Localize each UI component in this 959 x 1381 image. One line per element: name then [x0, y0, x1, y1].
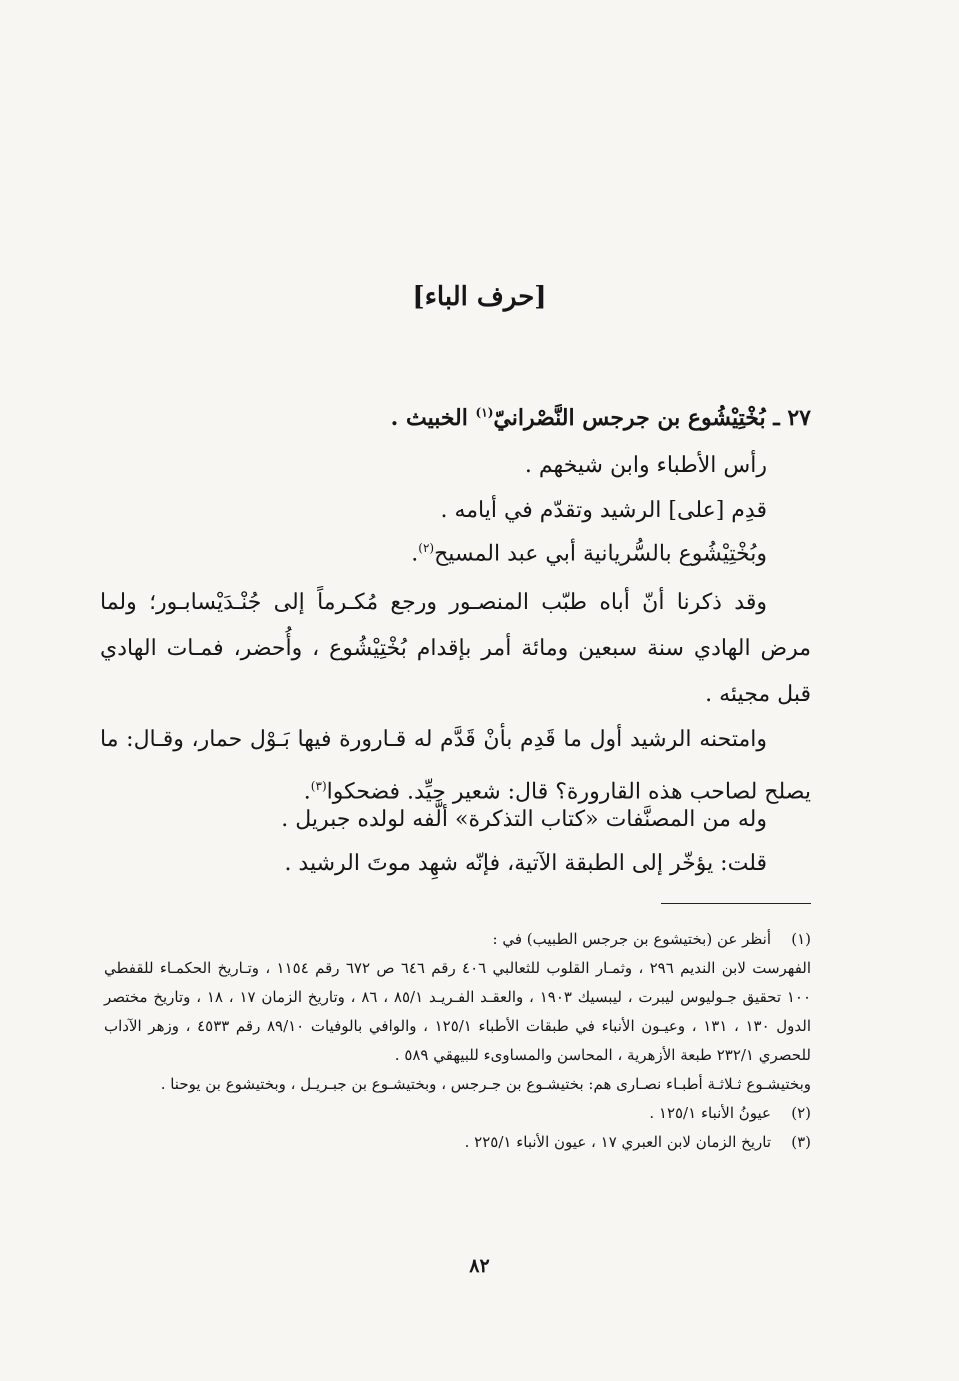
footnote-2-text: عيونُ الأنباء ١٢٥/١ . [649, 1104, 771, 1122]
entry-number: ٢٧ ـ [773, 405, 811, 431]
entry-line-5: قلت: يؤخّر إلى الطبقة الآتية، فإنّه شهِد موتَ الرشيد . [284, 851, 767, 876]
section-heading: [حرف الباء] [412, 282, 547, 312]
entry-line-3-tail: . [411, 541, 419, 567]
entry-title-line [391, 405, 811, 431]
entry-line-2: قدِم [على] الرشيد وتقدّم في أيامه . [440, 498, 767, 523]
entry-line-4: وله من المصنَّفات «كتاب التذكرة» ألَّفه لولده جبريل . [281, 807, 767, 832]
footnote-1-sources: الفهرست لابن النديم ٢٩٦ ، وثمـار القلوب للثعالبي ٤٠٦ رقم ٦٤٦ ص ٦٧٢ رقم ١١٥٤ ، وتـاريخ الحكمـاء للقفطي ١٠٠ تحقيق جـوليوس ليبرت ، ليبسيك ١٩٠٣ ، والعقـد الفـريـد ٨٥/١ ، ٨٦ ، وتاريخ الزمان ١٧ ، ١٨ ، وتاريخ مختصر الدول ١٣٠ ، ١٣١ ، وعيـون الأنباء في طبقات الأطباء ١٢٥/١ ، والوافي بالوفيات ٨٩/١٠ رقم ٤٥٣٣ ، وزهر الآداب للحصري ٢٣٢/١ طبعة الأزهرية ، المحاسن والمساوىء للبيهقي ٥٨٩ . [104, 959, 812, 1064]
footnote-1-body [104, 954, 811, 1099]
footnote-3-text: تاريخ الزمان لابن العبري ١٧ ، عيون الأنباء ٢٢٥/١ . [464, 1133, 771, 1151]
entry-line-1: رأس الأطباء وابن شيخهم . [524, 453, 767, 478]
footnote-1-note: وبختيشـوع ثـلاثـة أطبـاء نصـارى هم: بختيشـوع بن جـرجس ، وبختيشـوع بن جبـريـل ، وبختيشوع بن يوحنا . [160, 1075, 811, 1093]
footnotes [104, 925, 811, 1157]
paragraph-2 [100, 717, 811, 815]
footnote-1-number: (١) [791, 930, 811, 948]
paragraph-1: وقد ذكرنا أنّ أباه طبّب المنصـور ورجع مُكـرماً إلى جُنْـدَيْسابـور؛ ولما مرض الهادي سنة سبعين ومائة أمر بإقدام بُخْتِيْشُوع ، وأُحضر، فمـات الهادي قبل مجيئه . [100, 590, 811, 707]
entry-line-3-text: وبُخْتِيْشُوع بالسُّريانية أبي عبد المسيح [434, 541, 767, 567]
footnote-ref-3[interactable]: (٣) [310, 779, 327, 793]
entry-title: بُخْتِيْشُوع بن جرجس النَّصْرانيّ [493, 405, 766, 431]
footnote-ref-2[interactable]: (٢) [418, 541, 435, 555]
footnote-2-number: (٢) [791, 1104, 811, 1122]
entry-line-3 [411, 541, 767, 566]
footnote-3-number: (٣) [791, 1133, 811, 1151]
footnote-1 [104, 925, 811, 954]
footnote-3 [104, 1128, 811, 1157]
footnote-2 [104, 1099, 811, 1128]
footnote-ref-1[interactable]: (١) [475, 405, 494, 420]
footnote-separator [661, 903, 811, 904]
paragraph-2-tail: . [303, 779, 311, 805]
page-number: ٨٢ [469, 1255, 490, 1277]
footnote-1-intro: أنظر عن (بختيشوع بن جرجس الطبيب) في : [492, 930, 771, 948]
paragraph-2-text: وامتحنه الرشيد أول ما قَدِم بأنْ قَدَّم له قـارورة فيها بَـوْل حمار، وقـال: ما يصلح لصاحب هذه القارورة؟ قال: شعير جيِّد. فضحكوا [100, 727, 811, 805]
entry-title-tail: الخبيث . [390, 405, 468, 431]
